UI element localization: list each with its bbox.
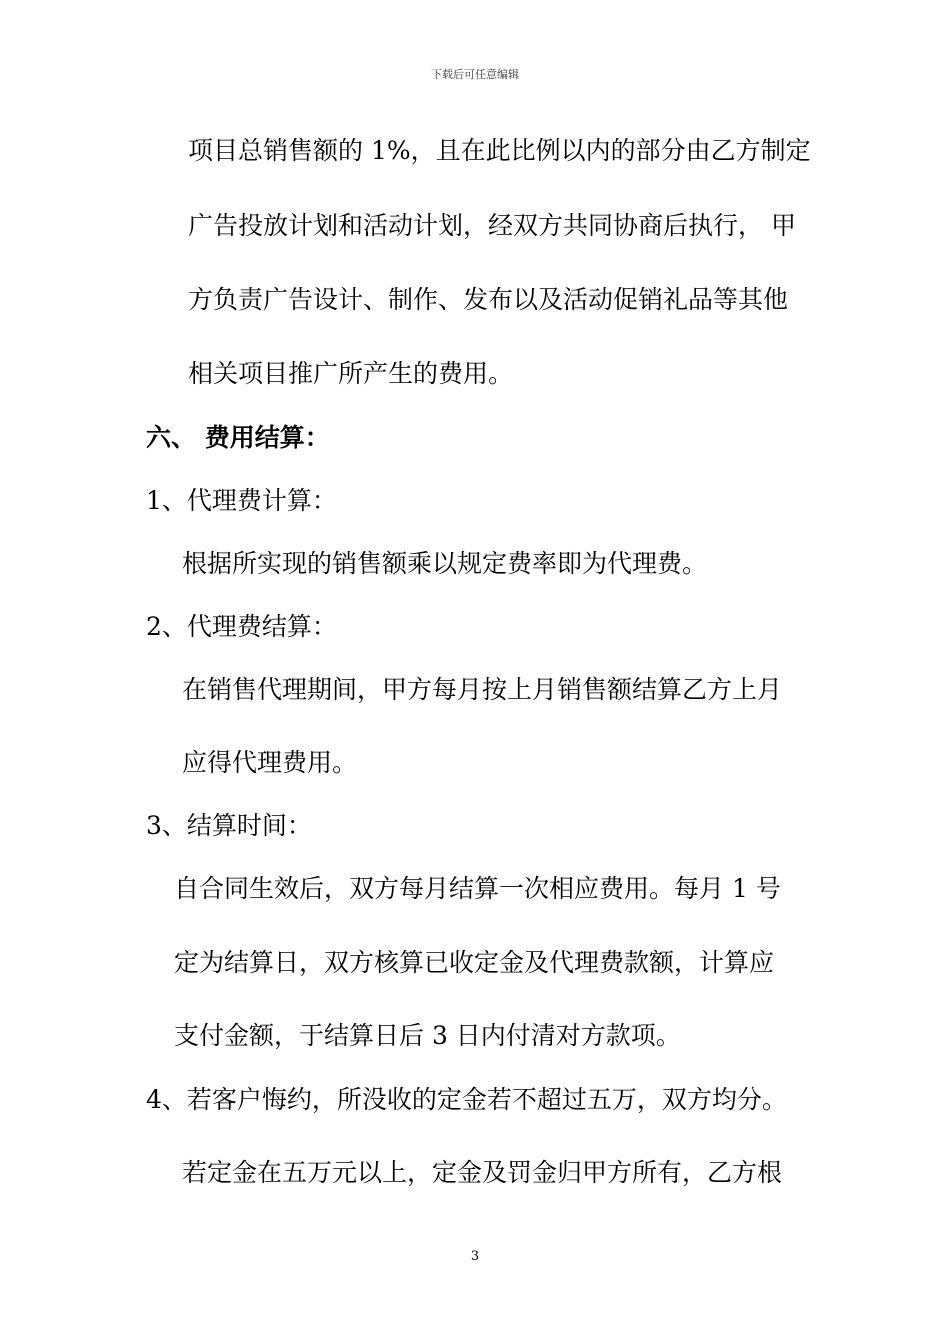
paragraph-line: 在销售代理期间，甲方每月按上月销售额结算乙方上月: [182, 675, 783, 704]
paragraph-line: 方负责广告设计、制作、发布以及活动促销礼品等其他: [188, 285, 789, 314]
paragraph-line: 定为结算日，双方核算已收定金及代理费款额，计算应: [174, 948, 775, 977]
section-heading: 六、 费用结算：: [146, 423, 330, 452]
paragraph-line: 项目总销售额的 1%，且在此比例以内的部分由乙方制定: [188, 136, 811, 165]
page-number: 3: [470, 1249, 480, 1264]
paragraph-line: 根据所实现的销售额乘以规定费率即为代理费。: [182, 549, 708, 578]
item-title: 1、代理费计算：: [146, 486, 337, 515]
paragraph-line: 支付金额，于结算日后 3 日内付清对方款项。: [174, 1021, 681, 1050]
paragraph-line: 自合同生效后，双方每月结算一次相应费用。每月 1 号: [174, 874, 781, 903]
item-title: 3、结算时间：: [146, 811, 312, 840]
paragraph-line: 广告投放计划和活动计划，经双方共同协商后执行， 甲: [188, 211, 796, 240]
paragraph-line: 相关项目推广所产生的费用。: [188, 359, 514, 388]
header-note: 下载后可任意编辑: [431, 68, 519, 81]
paragraph-line: 若定金在五万元以上，定金及罚金归甲方所有，乙方根: [182, 1158, 783, 1187]
paragraph-line: 应得代理费用。: [182, 748, 358, 777]
item-title: 2、代理费结算：: [146, 612, 337, 641]
item-title: 4、若客户悔约，所没收的定金若不超过五万，双方均分。: [146, 1085, 787, 1114]
